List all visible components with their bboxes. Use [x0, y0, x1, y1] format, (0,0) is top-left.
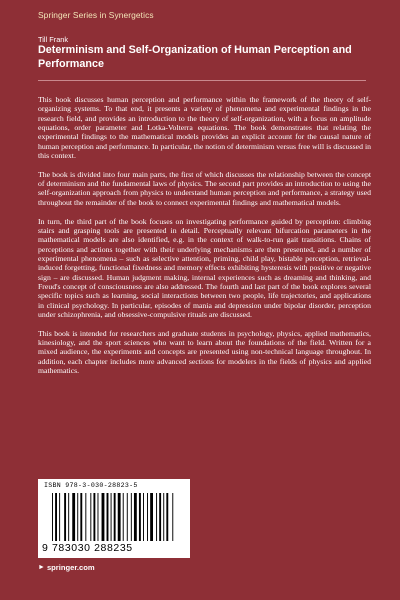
barcode-bar	[55, 493, 57, 541]
website-link[interactable]	[38, 563, 95, 572]
description-paragraph: In turn, the third part of the book focuses on investigating performance guided by perception: climbing stairs and grasping tools are presented in detail. Perceptually relevant bifurcation parameters in the mathematical models are also identified, e.g. in the context of walk-to-run gait transitions. Chains of perceptions and actions together with their underlying mechanisms are then presented, and a number of experimental phenomena – such as selective attention, priming, child play, bistable perception, retrieval-induced forgetting, functional fixedness and memory effects exhibiting hysteresis with positive or negative sign – are discussed. Human judgment making, internal experiences such as dreaming and thinking, and Freud's concept of consciousness are also addressed. The fourth and last part of the book explores several specific topics such as learning, social interactions between two people, life trajectories, and applications in clinical psychology. In particular, episodes of mania and depression under bipolar disorder, perception under schizophrenia, and obsessive-compulsive rituals are discussed.	[38, 216, 371, 319]
barcode-bar	[68, 493, 69, 541]
title-divider	[38, 80, 366, 81]
barcode-bar	[52, 493, 53, 541]
barcode-bar	[127, 493, 128, 541]
series-name: Springer Series in Synergetics	[38, 10, 154, 20]
barcode-bar	[114, 493, 116, 541]
barcode-bar	[143, 493, 144, 541]
isbn-label: ISBN 978-3-030-28823-5	[44, 482, 138, 489]
barcode-bar	[139, 493, 141, 541]
description-paragraph: This book discusses human perception and performance within the framework of the theory of self-organizing systems. To that end, it presents a variety of phenomena and experimental findings in the research field, and provides an introduction to the theory of self-organization, with a focus on amplitude equations, order parameter and Lotka-Volterra equations. The book demonstrates that relating the experimental findings to the mathematical models provides an explicit account for the causal nature of human perception and performance. In particular, the notion of determinism versus free will is discussed in this context.	[38, 95, 371, 161]
barcode-bar	[102, 493, 105, 541]
barcode-bar	[172, 493, 173, 541]
barcode-bar	[111, 493, 112, 541]
barcode-bar	[72, 493, 75, 541]
barcode-bar	[134, 493, 137, 541]
barcode-bar	[59, 493, 60, 541]
description-paragraph: The book is divided into four main parts, the first of which discusses the relationship between the concept of determinism and the fundamental laws of physics. The second part provides an introduction to using the self-organization approach from physics to understand human perception and performance, a strategy used throughout the remainder of the book to connect experimental findings and mathematical models.	[38, 169, 371, 207]
barcode-bar	[159, 493, 161, 541]
book-title: Determinism and Self-Organization of Human Perception and Performance	[38, 44, 352, 70]
barcode-bar	[93, 493, 95, 541]
barcode-bar	[85, 493, 86, 541]
barcode-icon	[52, 493, 182, 541]
barcode-bar	[77, 493, 78, 541]
barcode-bar	[107, 493, 109, 541]
barcode-bar	[156, 493, 157, 541]
description-paragraph: This book is intended for researchers and graduate students in psychology, physics, applied mathematics, kinesiology, and the sport sciences who want to learn about the foundations of the field. Written for a mixed audience, the experiments and concepts are presented using non-technical language throughout. In addition, each chapter includes more advanced sections for modelers in the fields of physics and applied mathematics.	[38, 328, 371, 376]
barcode-bar	[163, 493, 164, 541]
barcode-bar	[118, 493, 121, 541]
barcode-digits: 9 783030 288235	[42, 542, 133, 554]
barcode-bar	[123, 493, 124, 541]
barcode-bar	[147, 493, 148, 541]
description	[38, 95, 371, 385]
barcode-box	[38, 479, 190, 558]
arrow-icon: ►	[38, 564, 45, 571]
author-name: Till Frank	[38, 35, 69, 44]
barcode-bar	[98, 493, 99, 541]
barcode-bar	[150, 493, 153, 541]
barcode-bar	[80, 493, 82, 541]
website-label: springer.com	[46, 563, 95, 572]
barcode-bar	[131, 493, 132, 541]
barcode-bar	[90, 493, 91, 541]
barcode-bar	[64, 493, 66, 541]
barcode-bar	[166, 493, 168, 541]
